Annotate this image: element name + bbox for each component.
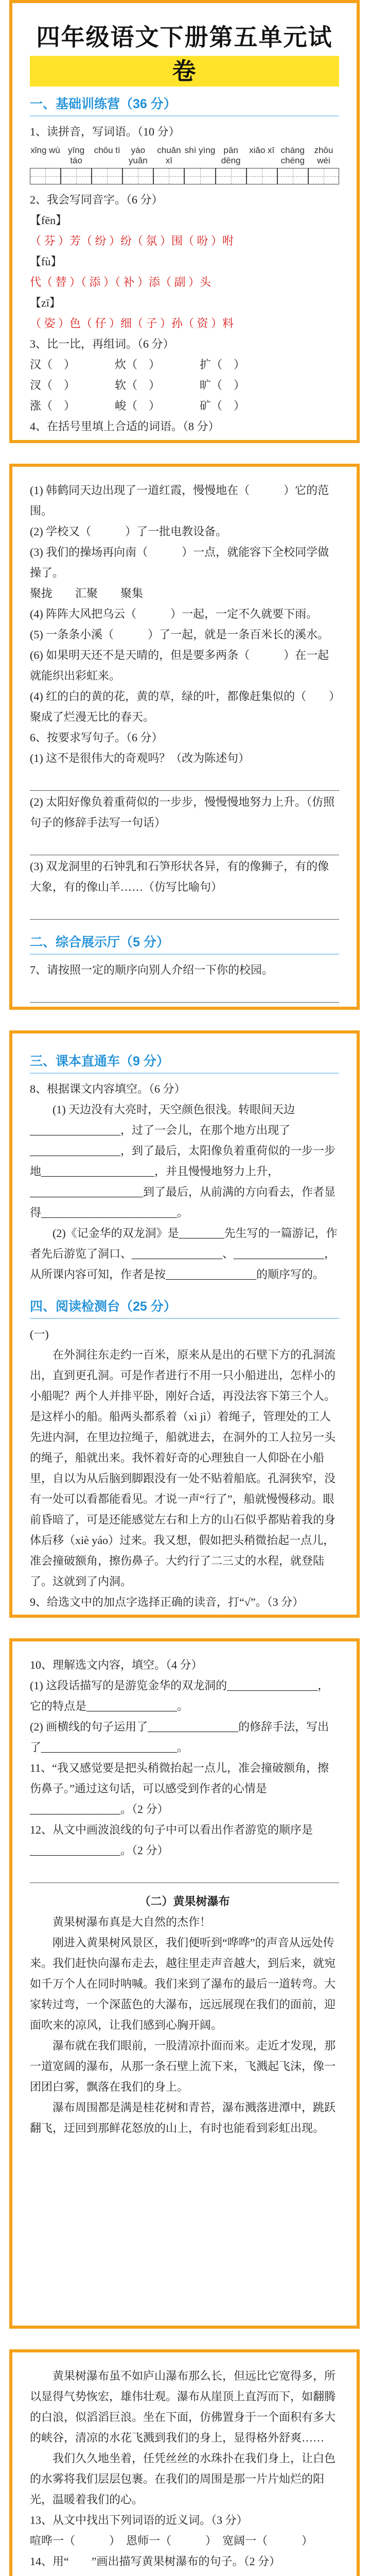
pinyin-label: shì yìng (184, 145, 216, 155)
passage-title: （二）黄果树瀑布 (139, 1895, 230, 1908)
section-heading: 四、阅读检测台（25 分） (30, 1296, 339, 1319)
answer-line[interactable] (30, 770, 339, 791)
answer-line[interactable] (30, 899, 339, 920)
exam-card-3 (9, 1030, 360, 1618)
passage-paragraph: 我们久久地坐着，任凭丝丝的水珠扑在我们身上，让白色的水雾将我们层层包裹。在我们的周围是那一片片灿烂的阳光，温暖着我们的心。 (30, 2452, 336, 2506)
item: (3) 双龙洞里的石钟乳和石笋形状各异，有的像狮子，有的像大象，有的像山羊……（仿写比喻句） (30, 860, 329, 893)
writing-grid-box[interactable] (61, 168, 92, 184)
tag: 【zī】 (30, 296, 61, 309)
question: 2、我会写同音字。（6 分） (30, 193, 163, 206)
pinyin-label: pān dēng (221, 145, 241, 165)
item: (1) 这不是很伟大的奇观吗？（改为陈述句） (30, 752, 250, 765)
item: (1) 韩鹤同天边出现了一道红霞，慢慢地在（ ）它的范围。 (30, 484, 329, 517)
passage-paragraph: 瀑布周围都是满是桂花树和青苔，瀑布溅落进潭中，跳跃翻飞，迂回到那鲜花怒放的山上，有时也能看到彩虹出现。 (30, 2101, 336, 2134)
passage-paragraph: 黄果树瀑布真是大自然的杰作！ (52, 1916, 212, 1928)
exam-card-2 (9, 464, 360, 1010)
page-title: 四年级语文下册第五单元试卷 (30, 19, 339, 87)
item: (3) 我们的操场再向南（ ）一点，就能容下全校同学做操了。 (30, 546, 329, 579)
pinyin-label: yīng táo (68, 145, 85, 165)
passage-paragraph: 在外洞往东走约一百米，原来从是出的石壁下方的孔洞流出，直到更孔洞。可是作者进行不用一只小船进出，怎样小的小船呢？两个人并排平卧，刚好合适，再没法容下第三个人。是这样小的船。船两头都系着（xì jì）着绳子，管理处的工人先进内洞，在里边拉绳子，船就进去，在洞外的工人拉另一头的绳子，船就出来。我怀着好奇的心理独自一人仰卧在小船里，自以为从后脑到脚跟没有一处不贴着船底。孔洞狭窄，没有一处可以看都能看见。才说一声“行了”，船就慢慢移动。眼前昏暗了，可是还能感觉左右和上方的山石似乎都贴着我的身体后移（xiè yáo）过来。我又想，假如把头稍微抬起一点儿，准会撞破额角，擦伤鼻子。大约行了二三丈的水程，就登陆了。这就到了内洞。 (30, 1348, 336, 1588)
item: 喧哗一（ ） 恩师一（ ） 宽阔一（ ） (30, 2534, 313, 2547)
answer-line[interactable] (30, 1862, 339, 1883)
answer-line[interactable] (30, 981, 339, 1003)
question: 11、“我又感觉要是把头稍微抬起一点儿，准会撞破额角，擦伤鼻子。”通过这句话，可以感受到作者的心情是________________。（2 分） (30, 1761, 329, 1816)
question: 13、从文中找出下列词语的近义词。（3 分） (30, 2514, 248, 2527)
passage-paragraph: 瀑布就在我们眼前，一股清凉扑面而来。走近才发现，那一道宽阔的瀑布，从那一条石壁上流下来，飞溅起飞沫，像一团团白雾，飘落在我们的身上。 (30, 2039, 336, 2093)
question: 3、比一比，再组词。（6 分） (30, 337, 174, 350)
answer-line: （ 芬 ）芳（ 纷 ）纷（ 氛 ）围（ 吩 ）咐 (30, 234, 234, 247)
passage-paragraph: 黄果树瀑布虽不如庐山瀑布那么长，但远比它宽得多，所以显得气势恢宏，雄伟壮观。瀑布从崖顶上直泻而下，如翻腾的白浪，似滔滔巨浪。坐在下面，仿佛置身于一个面积有多大的峡谷，清凉的水花飞溅到我们的身上，显得格外舒爽…… (30, 2369, 336, 2444)
question: 1、读拼音，写词语。（10 分） (30, 125, 180, 138)
pinyin-label: zhōu wéi (314, 145, 333, 165)
item: (1) 这段话描写的是游览金华的双龙洞的________________，它的特点是________________。 (30, 1679, 329, 1713)
pinyin-label: yáo yuǎn (128, 145, 148, 165)
item: (2) 太阳好像负着重荷似的一步步，慢慢慢地努力上升。（仿照句子的修辞手法写一句话） (30, 795, 335, 829)
question: 9、给选文中的加点字选择正确的读音，打“√”。（3 分） (30, 1596, 304, 1608)
pinyin-label: chuǎn xī (157, 145, 181, 165)
question: 12、从文中画波浪线的句子中可以看出作者游览的顺序是________________。（2 分） (30, 1823, 313, 1857)
writing-grid-box[interactable] (153, 168, 184, 184)
writing-grid-box[interactable] (30, 168, 61, 184)
compare-row: 涨（ ） 峻（ ） 矿（ ） (30, 399, 245, 412)
pinyin-row (30, 145, 339, 166)
exam-card-5 (9, 2349, 360, 2576)
item: (2) 画横线的句子运用了________________的修辞手法，写出了________________________。 (30, 1720, 329, 1754)
item: (4) 阵阵大风把乌云（ ）一起，一定不久就要下雨。 (30, 607, 318, 620)
section-heading: 二、综合展示厅（5 分） (30, 932, 339, 955)
writing-grid-box[interactable] (308, 168, 339, 184)
answer-line[interactable] (30, 1004, 339, 1010)
question: 14、用“ ”画出描写黄果树瀑布的句子。（2 分） (30, 2555, 281, 2568)
item: 6、按要求写句子。（6 分） (30, 731, 163, 744)
pinyin-label: chōu tì (94, 145, 120, 155)
item: (4) 红的白的黄的花，黄的草，绿的叶，都像赶集似的（ ）聚成了烂漫无比的春天。 (30, 690, 335, 723)
pinyin-label: xǐng wù (30, 145, 60, 155)
item: 聚拢 汇聚 聚集 (30, 587, 144, 600)
answer-line: （ 姿 ）色（ 仔 ）细（ 子 ）孙（ 资 ）料 (30, 317, 234, 330)
answer-line: 代（ 替 ）（ 添 ）（ 补 ）添（ 副 ）头 (30, 276, 212, 289)
part-label: (一) (30, 1328, 49, 1341)
item: 8、根据课文内容填空。（6 分） (30, 1082, 186, 1095)
item: (6) 如果明天还不是天晴的，但是要多两条（ ）在一起就能织出彩虹来。 (30, 649, 329, 682)
writing-grid-box[interactable] (216, 168, 246, 184)
item: (2)《记金华的双龙洞》是________先生写的一篇游记，作者先后游览了洞口、________________、________________，从所课内容可知，作者是按________________的顺序写的。 (30, 1227, 338, 1281)
answer-line[interactable] (30, 834, 339, 855)
writing-grid-row (30, 168, 339, 184)
writing-grid-box[interactable] (122, 168, 153, 184)
writing-grid-box[interactable] (92, 168, 122, 184)
question (30, 2572, 339, 2576)
compare-row: 汊（ ） 软（ ） 旷（ ） (30, 379, 245, 392)
question: 4、在括号里填上合适的词语。（8 分） (30, 420, 220, 433)
writing-grid-box[interactable] (277, 168, 308, 184)
item: (1) 天边没有大亮时，天空颜色很浅。转眼间天边________________，过了一会儿，在那个地方出现了________________，到了最后，太阳像负着重荷似的一步一步地____________________，并且慢慢地努力上升，____________________到了最后，从前满的方向看去，作者显得________________________。 (30, 1103, 336, 1219)
writing-grid-box[interactable] (246, 168, 277, 184)
fill-row (30, 437, 339, 443)
tag: 【fù】 (30, 255, 62, 268)
section-heading: 一、基础训练营（36 分） (30, 94, 339, 116)
section-heading: 三、课本直通车（9 分） (30, 1051, 339, 1074)
pinyin-label: xiǎo xī (249, 145, 275, 155)
question: 7、请按照一定的顺序向别人介绍一下你的校园。 (30, 963, 274, 976)
question: 10、理解选文内容，填空。（4 分） (30, 1658, 203, 1671)
item: (5) 一条条小溪（ ）了一起，就是一条百米长的溪水。 (30, 628, 329, 641)
passage-paragraph: 刚进入黄果树风景区，我们便听到“哗哗”的声音从远处传来。我们赶快向瀑布走去，越往里走声音越大，到后来，就宛如千万个人在同时呐喊。我们来到了瀑布的最后一道转弯。大家转过弯，一个深蓝色的大瀑布，远远展现在我们的面前，迎面吹来的凉风，让我们感到心胸开阔。 (30, 1936, 336, 2031)
exam-card-1 (9, 0, 360, 443)
writing-grid-box[interactable] (184, 168, 215, 184)
tag: 【fēn】 (30, 214, 67, 227)
compare-row: 汉（ ） 炊（ ） 扩（ ） (30, 358, 245, 371)
pinyin-label: cháng chéng (280, 145, 305, 165)
item: (2) 学校又（ ）了一批电教设备。 (30, 525, 227, 538)
exam-card-4 (9, 1638, 360, 2329)
